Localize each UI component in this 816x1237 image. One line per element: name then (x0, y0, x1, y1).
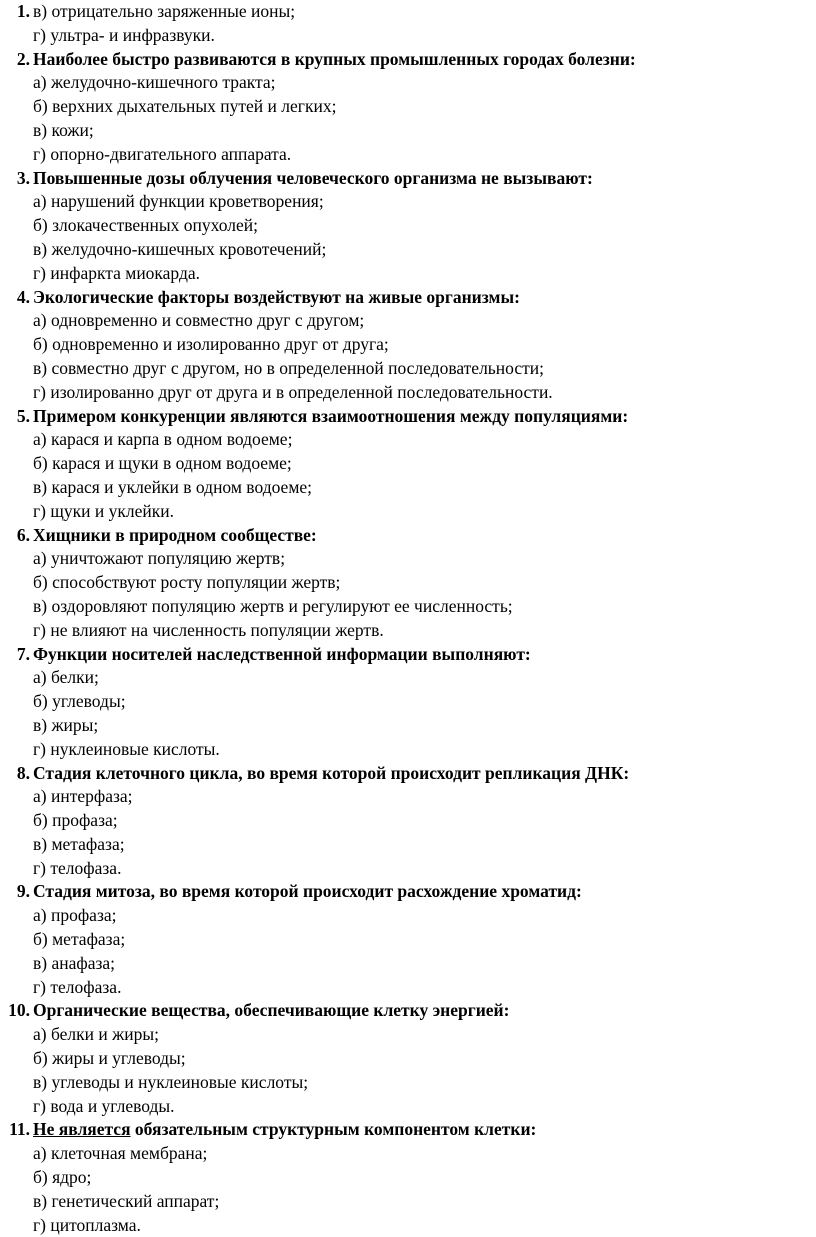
question-body: Хищники в природном сообществе: (33, 524, 317, 545)
question-body: Органические вещества, обеспечивающие клетку энергией: (33, 1000, 510, 1021)
option-line (0, 1095, 816, 1119)
question-text (33, 48, 636, 72)
answer-option: г) опорно-двигательного аппарата. (33, 143, 292, 164)
answer-option: б) одновременно и изолированно друг от друга; (33, 334, 389, 355)
question-body: Повышенные дозы облучения человеческого организма не вызывают: (33, 167, 593, 188)
question-text (33, 1118, 536, 1142)
answer-option: в) оздоровляют популяцию жертв и регулируют ее численность; (33, 595, 513, 616)
question-text (33, 167, 593, 191)
option-line (0, 190, 816, 214)
answer-option: г) ультра- и инфразвуки. (33, 24, 215, 45)
question-number: 10. (8, 1000, 30, 1021)
question-line (0, 762, 816, 786)
option-line (0, 1214, 816, 1237)
answer-option: в) отрицательно заряженные ионы; (33, 1, 296, 21)
answer-option: а) интерфаза; (33, 786, 133, 807)
question-line (0, 524, 816, 548)
question-body: Стадия клеточного цикла, во время которой происходит репликация ДНК: (33, 762, 630, 783)
underlined-emphasis: Не является (33, 1119, 131, 1140)
question-text (33, 999, 509, 1023)
option-line (0, 1142, 816, 1166)
answer-option: а) нарушений функции кроветворения; (33, 191, 324, 212)
answer-option: в) кожи; (33, 119, 94, 140)
option-line (0, 357, 816, 381)
question-number: 8. (16, 762, 30, 783)
option-line (0, 666, 816, 690)
option-line (0, 619, 816, 643)
option-line (0, 0, 816, 24)
answer-option: в) анафаза; (33, 952, 116, 973)
option-line (0, 738, 816, 762)
question-line (0, 1118, 816, 1142)
option-line (0, 690, 816, 714)
option-line (0, 1190, 816, 1214)
question-number: 7. (16, 643, 30, 664)
option-line (0, 333, 816, 357)
answer-option: б) карася и щуки в одном водоеме; (33, 453, 292, 474)
answer-option: в) метафаза; (33, 833, 125, 854)
answer-option: в) совместно друг с другом, но в определенной последовательности; (33, 357, 544, 378)
question-number: 1. (16, 1, 30, 21)
answer-option: г) щуки и уклейки. (33, 500, 174, 521)
option-line (0, 262, 816, 286)
option-line (0, 119, 816, 143)
option-line (0, 1071, 816, 1095)
option-line (0, 547, 816, 571)
question-text (33, 286, 520, 310)
question-number: 9. (16, 881, 30, 902)
question-line (0, 999, 816, 1023)
option-line (0, 452, 816, 476)
answer-option: в) жиры; (33, 714, 99, 735)
option-line (0, 1023, 816, 1047)
question-text (33, 643, 531, 667)
option-line (0, 571, 816, 595)
answer-option: б) метафаза; (33, 929, 126, 950)
answer-option: а) желудочно-кишечного тракта; (33, 72, 276, 93)
question-number: 2. (16, 48, 30, 69)
answer-option: б) верхних дыхательных путей и легких; (33, 96, 337, 117)
answer-option: г) телофаза. (33, 976, 122, 997)
question-number: 4. (16, 286, 30, 307)
option-line (0, 24, 816, 48)
answer-option: б) злокачественных опухолей; (33, 215, 258, 236)
option-line (0, 1047, 816, 1071)
option-line (0, 928, 816, 952)
answer-option: а) белки; (33, 667, 99, 688)
answer-option: г) не влияют на численность популяции жертв. (33, 619, 384, 640)
option-line (0, 381, 816, 405)
question-text (33, 762, 629, 786)
answer-option: в) карася и уклейки в одном водоеме; (33, 476, 313, 497)
question-text (33, 524, 317, 548)
question-number: 3. (16, 167, 30, 188)
answer-option: г) телофаза. (33, 857, 122, 878)
question-number: 11. (9, 1119, 30, 1140)
answer-option: б) способствуют росту популяции жертв; (33, 572, 341, 593)
question-text (33, 405, 628, 429)
question-number: 5. (16, 405, 30, 426)
option-line (0, 309, 816, 333)
question-body: Стадия митоза, во время которой происходит расхождение хроматид: (33, 881, 582, 902)
option-line (0, 500, 816, 524)
option-line (0, 595, 816, 619)
option-line (0, 857, 816, 881)
answer-option: а) профаза; (33, 905, 117, 926)
question-line (0, 405, 816, 429)
answer-option: г) нуклеиновые кислоты. (33, 738, 220, 759)
option-line (0, 904, 816, 928)
answer-option: а) карася и карпа в одном водоеме; (33, 429, 293, 450)
answer-option: б) углеводы; (33, 691, 126, 712)
option-line (0, 952, 816, 976)
answer-option: г) инфаркта миокарда. (33, 262, 201, 283)
option-line (0, 143, 816, 167)
option-line (0, 214, 816, 238)
option-line (0, 809, 816, 833)
answer-option: б) жиры и углеводы; (33, 1048, 186, 1069)
option-line (0, 833, 816, 857)
question-number: 6. (16, 524, 30, 545)
option-line (0, 71, 816, 95)
answer-option: г) цитоплазма. (33, 1214, 141, 1235)
answer-option: б) ядро; (33, 1167, 92, 1188)
answer-option: в) желудочно-кишечных кровотечений; (33, 238, 327, 259)
question-line (0, 48, 816, 72)
question-body: Функции носителей наследственной информации выполняют: (33, 643, 531, 664)
question-line (0, 643, 816, 667)
question-line (0, 880, 816, 904)
option-line (0, 476, 816, 500)
answer-option: г) изолированно друг от друга и в определенной последовательности. (33, 381, 553, 402)
answer-option: а) белки и жиры; (33, 1024, 159, 1045)
question-line (0, 286, 816, 310)
question-body: Экологические факторы воздействуют на живые организмы: (33, 286, 520, 307)
question-text (33, 880, 582, 904)
question-line (0, 167, 816, 191)
option-line (0, 785, 816, 809)
answer-option: в) углеводы и нуклеиновые кислоты; (33, 1071, 309, 1092)
answer-option: а) уничтожают популяцию жертв; (33, 548, 286, 569)
option-line (0, 976, 816, 1000)
option-line (0, 428, 816, 452)
question-body: Наиболее быстро развиваются в крупных промышленных городах болезни: (33, 48, 636, 69)
question-body: обязательным структурным компонентом клетки: (130, 1119, 537, 1140)
option-line (0, 238, 816, 262)
option-line (0, 1166, 816, 1190)
option-line (0, 714, 816, 738)
answer-option: г) вода и углеводы. (33, 1095, 175, 1116)
answer-option: б) профаза; (33, 810, 118, 831)
question-body: Примером конкуренции являются взаимоотношения между популяциями: (33, 405, 629, 426)
answer-option: а) клеточная мембрана; (33, 1143, 208, 1164)
option-line (0, 95, 816, 119)
answer-option: а) одновременно и совместно друг с другом; (33, 310, 365, 331)
answer-option: в) генетический аппарат; (33, 1190, 220, 1211)
